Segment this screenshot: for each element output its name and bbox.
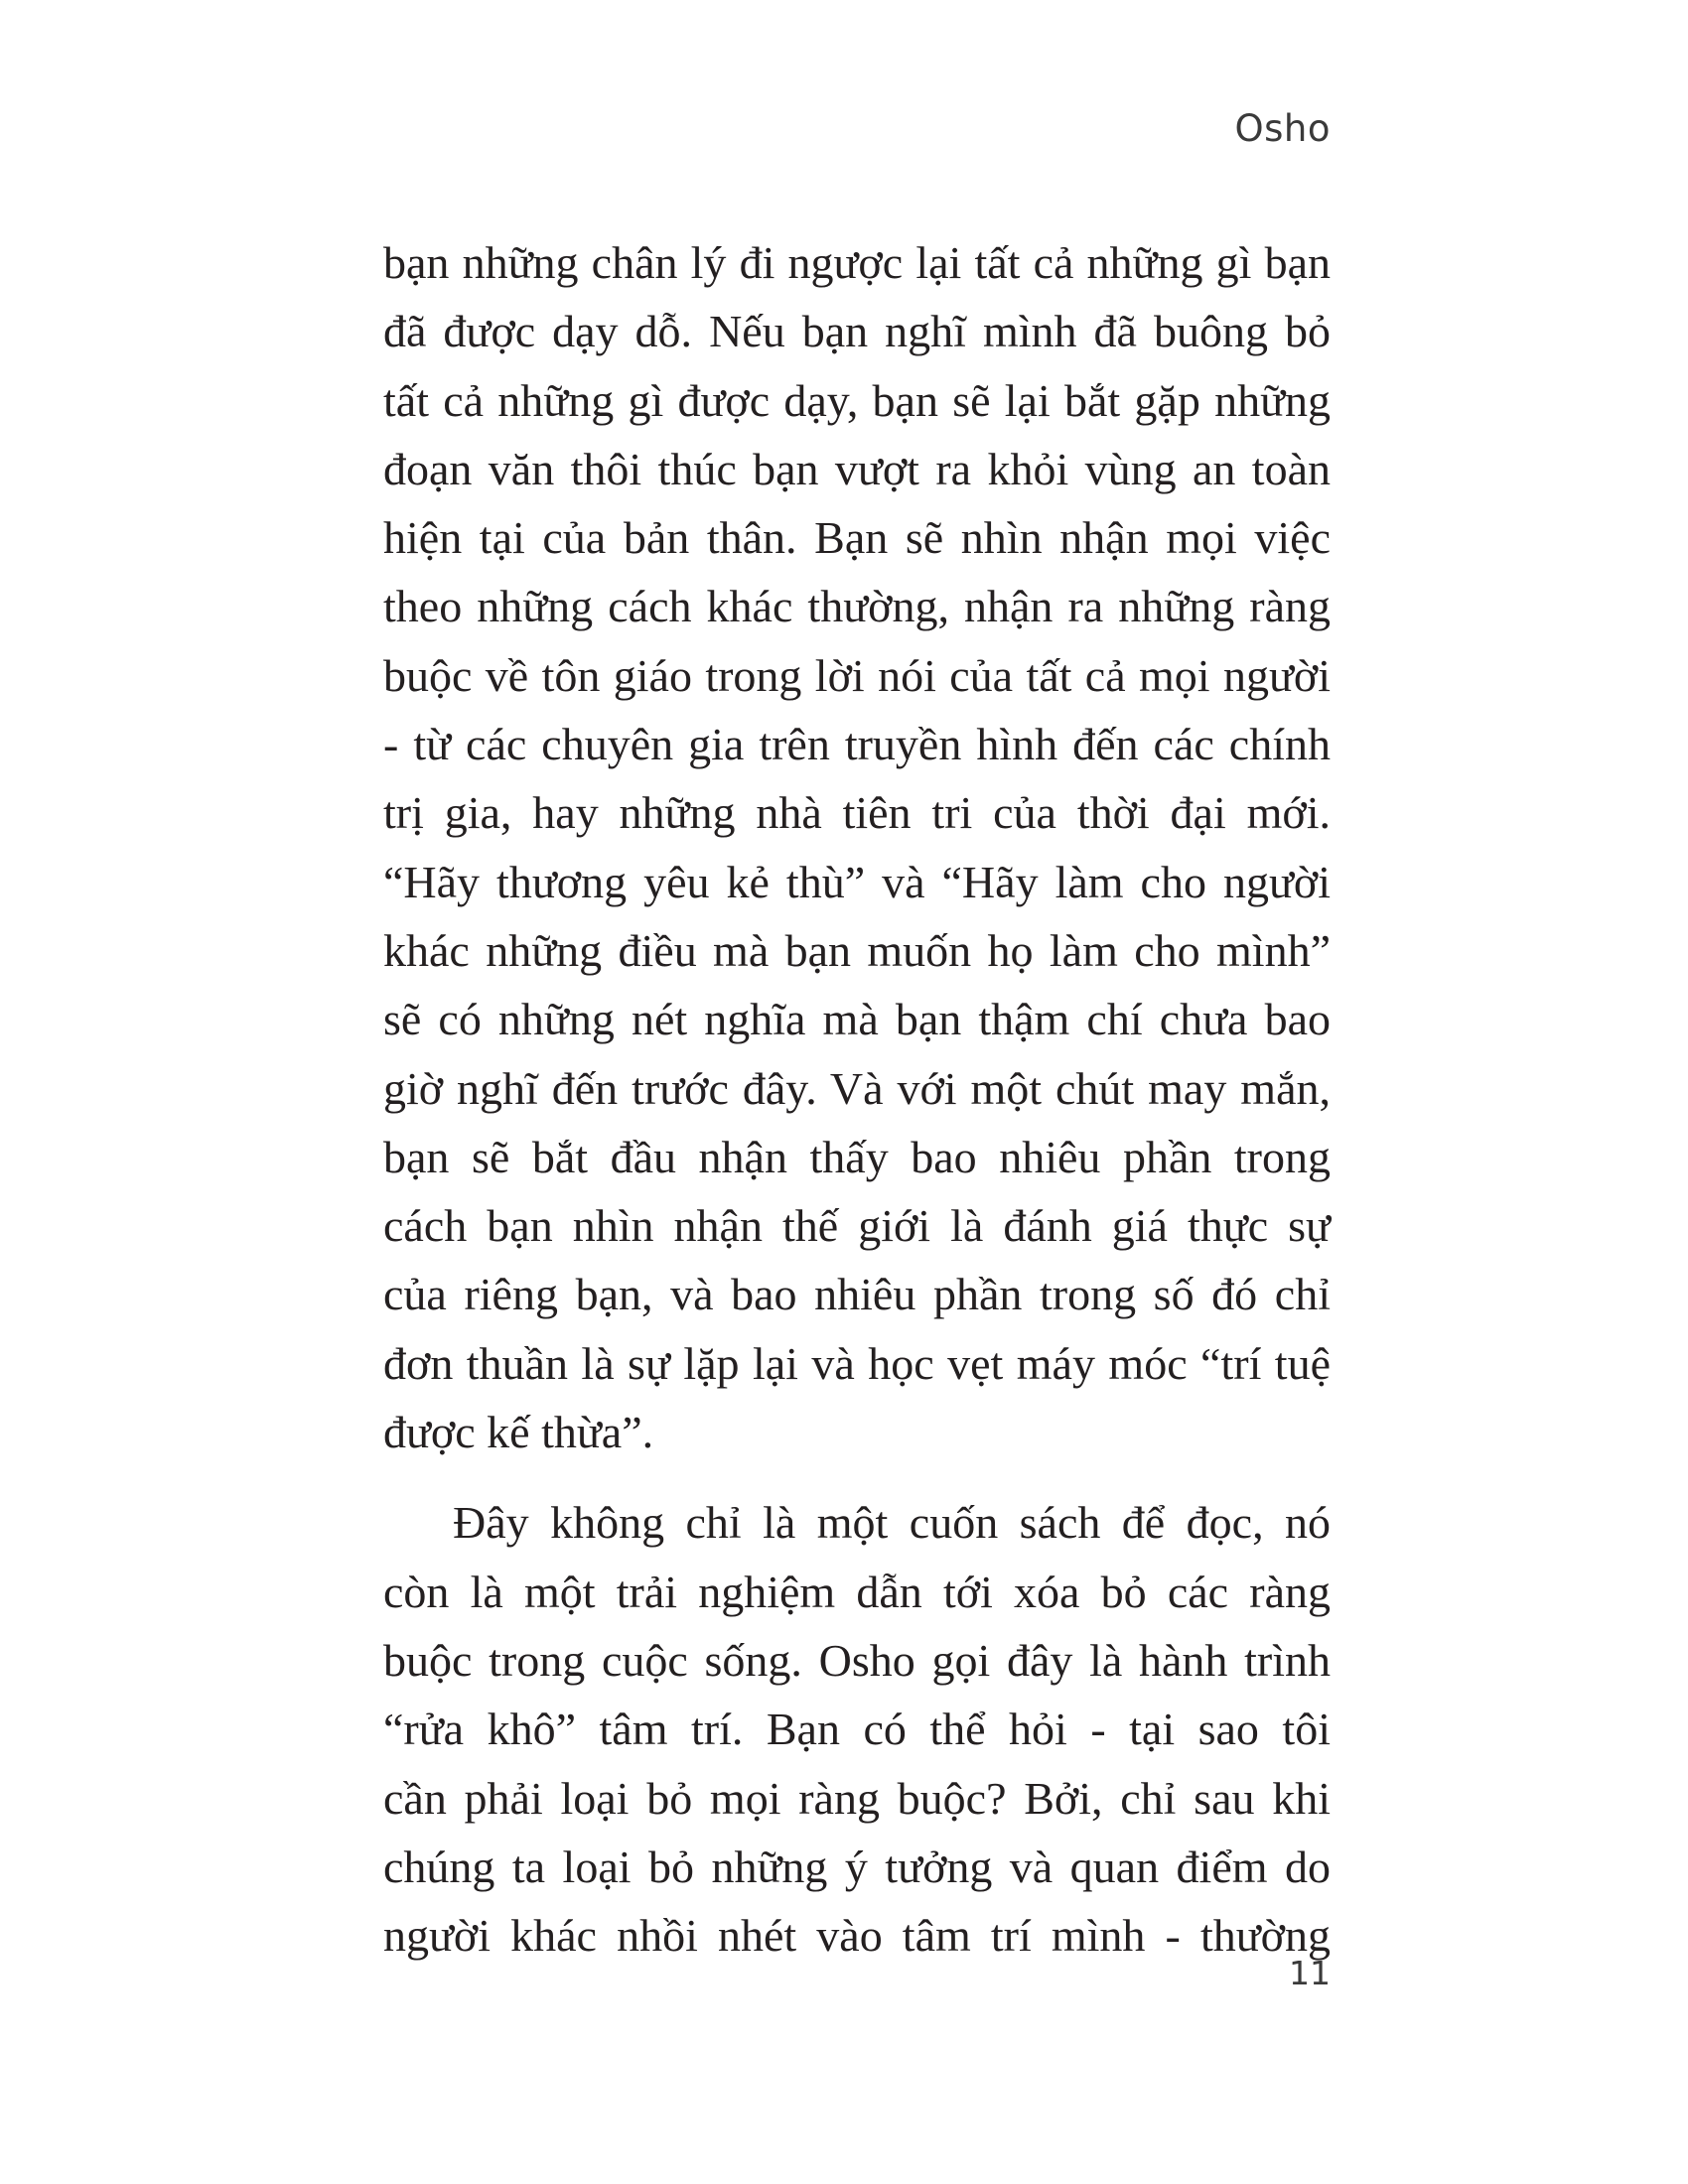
text-line: sẽ có những nét nghĩa mà bạn thậm chí chưa bao (383, 994, 1331, 1045)
text-line: cách bạn nhìn nhận thế giới là đánh giá thực sự (383, 1200, 1331, 1252)
running-header-title: Osho (1234, 107, 1331, 150)
text-line: theo những cách khác thường, nhận ra những ràng (383, 581, 1331, 632)
text-line: buộc về tôn giáo trong lời nói của tất cả mọi người (383, 649, 1331, 701)
text-line: bạn sẽ bắt đầu nhận thấy bao nhiêu phần trong (383, 1131, 1331, 1182)
paragraph-1 (383, 228, 1331, 1466)
text-line: đã được dạy dỗ. Nếu bạn nghĩ mình đã buông bỏ (383, 306, 1331, 357)
text-line: trị gia, hay những nhà tiên tri của thời đại mới. (383, 787, 1331, 839)
text-line: đơn thuần là sự lặp lại và học vẹt máy móc “trí tuệ (383, 1337, 1331, 1389)
text-line: “Hãy thương yêu kẻ thù” và “Hãy làm cho người (383, 856, 1331, 907)
text-line: hiện tại của bản thân. Bạn sẽ nhìn nhận mọi việc (383, 512, 1331, 564)
page-number: 11 (1289, 1954, 1331, 1992)
text-line: giờ nghĩ đến trước đây. Và với một chút may mắn, (383, 1062, 1331, 1114)
text-line: người khác nhồi nhét vào tâm trí mình - thường (383, 1910, 1331, 1962)
text-line: của riêng bạn, và bao nhiêu phần trong số đó chỉ (383, 1269, 1331, 1320)
text-line: - từ các chuyên gia trên truyền hình đến các chính (383, 719, 1331, 770)
paragraph-2 (383, 1488, 1331, 1970)
text-line: khác những điều mà bạn muốn họ làm cho mình” (383, 924, 1331, 976)
text-line: tất cả những gì được dạy, bạn sẽ lại bắt gặp những (383, 374, 1331, 426)
text-line: bạn những chân lý đi ngược lại tất cả những gì bạn (383, 237, 1331, 288)
text-line: buộc trong cuộc sống. Osho gọi đây là hành trình (383, 1634, 1331, 1686)
text-line: đoạn văn thôi thúc bạn vượt ra khỏi vùng an toàn (383, 443, 1331, 494)
text-line: còn là một trải nghiệm dẫn tới xóa bỏ các ràng (383, 1566, 1331, 1617)
body-text (383, 228, 1331, 1970)
text-line: “rửa khô” tâm trí. Bạn có thể hỏi - tại sao tôi (383, 1704, 1331, 1755)
text-line: chúng ta loại bỏ những ý tưởng và quan điểm do (383, 1841, 1331, 1892)
text-line: Đây không chỉ là một cuốn sách để đọc, nó (453, 1497, 1331, 1549)
text-line: được kế thừa”. (383, 1407, 654, 1458)
text-line: cần phải loại bỏ mọi ràng buộc? Bởi, chỉ sau khi (383, 1772, 1331, 1824)
